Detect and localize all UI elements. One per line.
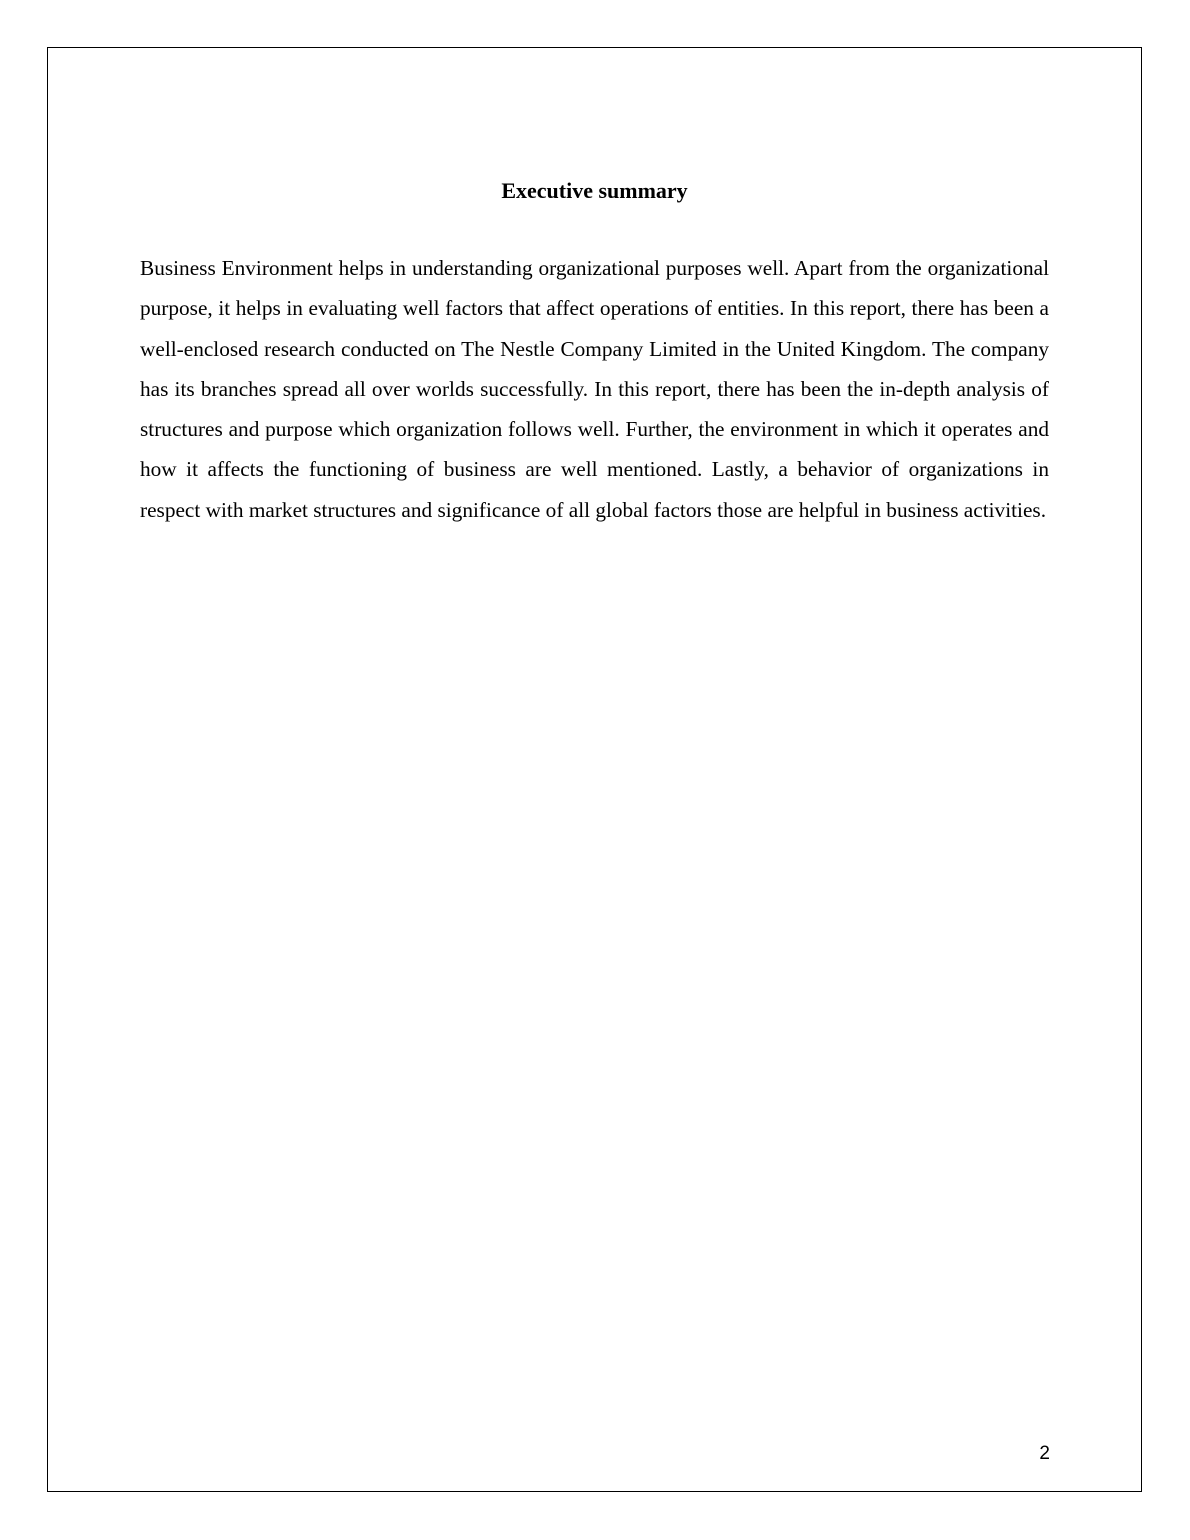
page-title: Executive summary [501,178,688,203]
summary-paragraph: Business Environment helps in understanding organizational purposes well. Apart from the organizational purpose, it helps in evaluating well factors that affect operations of entities. In this report, there has been a well-enclosed research conducted on The Nestle Company Limited in the United Kingdom. The company has its branches spread all over worlds successfully. In this report, there has been the in-depth analysis of structures and purpose which organization follows well. Further, the environment in which it operates and how it affects the functioning of business are well mentioned. Lastly, a behavior of organizations in respect with market structures and significance of all global factors those are helpful in business activities. [140,256,1049,522]
page-number: 2 [1039,1443,1050,1464]
